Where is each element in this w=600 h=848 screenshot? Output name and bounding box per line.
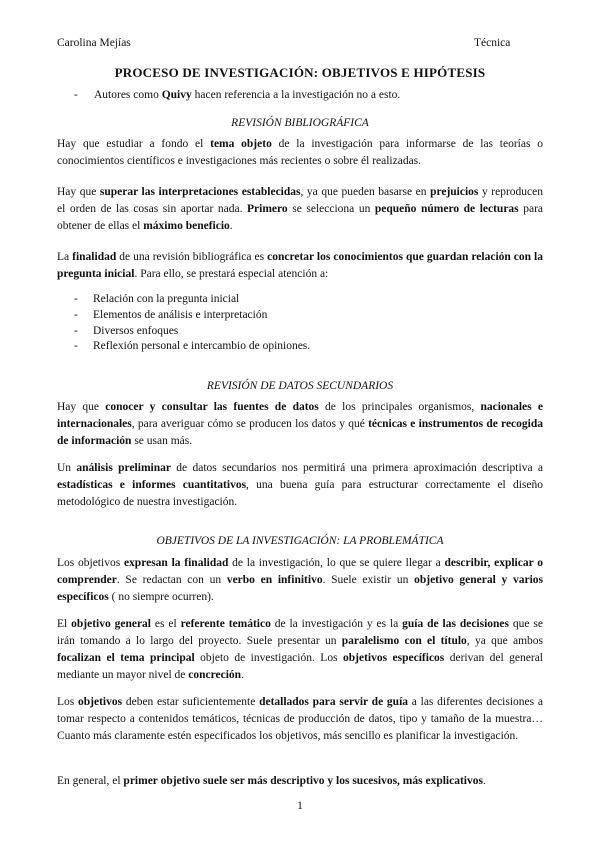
paragraph-5: Un análisis preliminar de datos secundarios nos permitirá una primera aproximación descriptiva a estadísticas e informes cuantitativos, una buena guía para estructurar correctamente el diseño metodológico de nuestra investigación. (57, 462, 543, 508)
document-title: PROCESO DE INVESTIGACIÓN: OBJETIVOS E HIPÓTESIS (114, 65, 486, 80)
list-item: - Relación con la pregunta inicial (74, 293, 240, 305)
section-heading-datos-secundarios: REVISIÓN DE DATOS SECUNDARIOS (206, 380, 394, 392)
paragraph-8: Los objetivos deben estar suficientemente detallados para servir de guía a las diferentes decisiones a tomar respecto a contenidos temáticos, técnicas de producción de datos, tipo y tamaño de la muestra… Cuanto más claramente estén especificados los objetivos, más sencillo es planificar la investigación. (57, 696, 543, 742)
paragraph-6: Los objetivos expresan la finalidad de la investigación, lo que se quiere llegar a describir, explicar o comprender. Se redactan con un verbo en infinitivo. Suele existir un objetivo general y varios específicos ( no siempre ocurren). (57, 557, 544, 603)
attention-list (74, 292, 310, 355)
header-author: Carolina Mejías (57, 37, 131, 49)
paragraph-2: Hay que superar las interpretaciones establecidas, ya que pueden basarse en prejuicios y reproducen el orden de las cosas sin aportar nada. Primero se selecciona un pequeño número de lecturas para obtener de ellas el máximo beneficio. (57, 186, 544, 232)
paragraph-7: El objetivo general es el referente temático de la investigación y es la guía de las decisiones que se irán tomando a lo largo del proyecto. Suele presentar un paralelismo con el título, ya que ambos focalizan el tema principal objeto de investigación. Los objetivos específicos derivan del general mediante un mayor nivel de concreción. (57, 618, 543, 681)
section-heading-bibliografica: REVISIÓN BIBLIOGRÁFICA (231, 117, 369, 129)
header-subject: Técnica (474, 37, 511, 49)
list-item: - Elementos de análisis e interpretación (74, 308, 268, 321)
paragraph-9: En general, el primer objetivo suele ser más descriptivo y los sucesivos, más explicativos. (57, 775, 486, 787)
paragraph-4: Hay que conocer y consultar las fuentes de datos de los principales organismos, nacionales e internacionales, para averiguar cómo se producen los datos y qué técnicas e instrumentos de recogida de información se usan más. (57, 401, 544, 447)
section-heading-objetivos: OBJETIVOS DE LA INVESTIGACIÓN: LA PROBLEMÁTICA (156, 535, 444, 547)
paragraph-3: La finalidad de una revisión bibliográfica es concretar los conocimientos que guardan relación con la pregunta inicial. Para ello, se prestará especial atención a: (57, 251, 543, 280)
page-number: 1 (297, 800, 303, 812)
list-item: - Diversos enfoques (74, 324, 179, 337)
paragraph-1: Hay que estudiar a fondo el tema objeto de la investigación para informarse de las teorías o conocimientos científicos e investigaciones más recientes o sobre él realizadas. (57, 138, 543, 167)
list-item: - Reflexión personal e intercambio de opiniones. (74, 340, 311, 353)
intro-bullet: - Autores como Quivy hacen referencia a la investigación no a esto. (74, 89, 401, 101)
